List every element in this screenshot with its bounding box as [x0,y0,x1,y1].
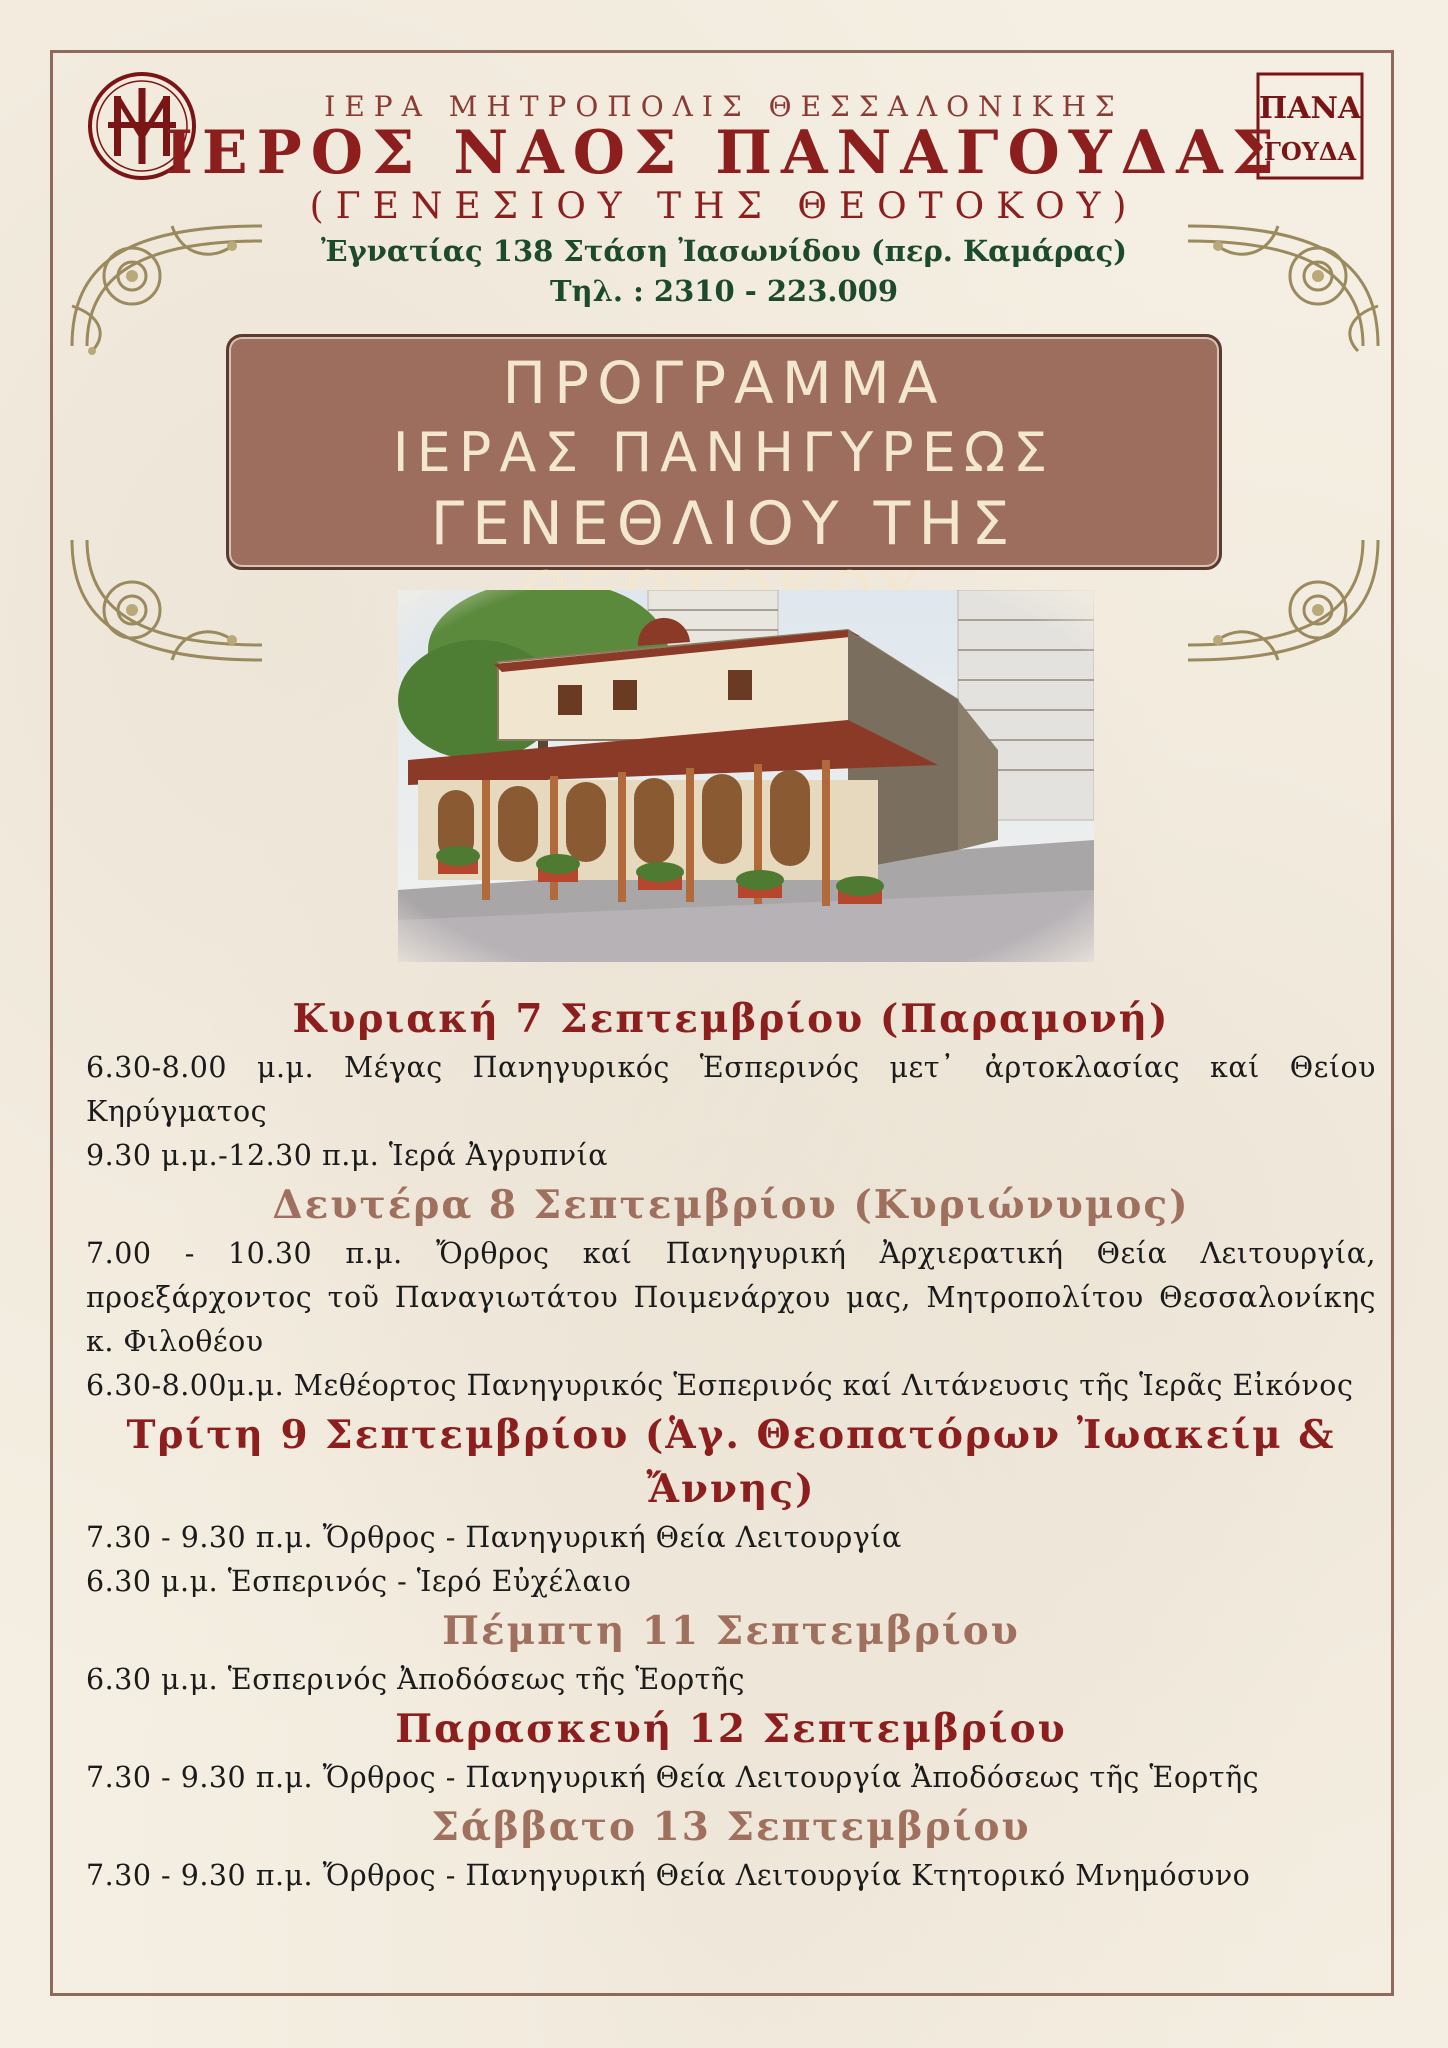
day-heading: Κυριακή 7 Σεπτεμβρίου (Παραμονή) [292,996,1170,1042]
event-line: 7.30 - 9.30 π.μ. Ὄρθρος - Πανηγυρική Θεία Λειτουργία Ἀποδόσεως τῆς Ἑορτῆς [86,1761,1260,1794]
event-line: 6.30-8.00 μ.μ. Μέγας Πανηγυρικός Ἑσπερινός μετ᾽ ἀρτοκλασίας καί Θείου Κηρύγματος [86,1051,1376,1128]
event-line: 7.30 - 9.30 π.μ. Ὄρθρος - Πανηγυρική Θεία Λειτουργία [86,1521,902,1554]
church-phone: Τηλ. : 2310 - 223.009 [549,274,899,308]
day-heading: Πέμπτη 11 Σεπτεμβρίου [442,1608,1020,1654]
logo-right-line2: ΓΟΥΔΑ [1263,137,1357,166]
event-line: 7.00 - 10.30 π.μ. Ὄρθρος καί Πανηγυρική Ἀρχιερατική Θεία Λειτουργία, προεξάρχοντος τοῦ Παναγιωτάτου Ποιμενάρχου μας, Μητροπολίτου Θεσσαλονίκης κ. Φιλοθέου [86,1237,1376,1358]
event-line: 9.30 μ.μ.-12.30 π.μ. Ἱερά Ἀγρυπνία [86,1139,608,1172]
title-line-3: ΓΕΝΕΘΛΙΟΥ ΤΗΣ [430,489,1018,559]
day-heading: Παρασκευή 12 Σεπτεμβρίου [395,1706,1067,1752]
day-heading: Τρίτη 9 Σεπτεμβρίου (Ἁγ. Θεοπατόρων Ἰωακείμ & Ἄννης) [126,1412,1336,1512]
event-line: 7.30 - 9.30 π.μ. Ὄρθρος - Πανηγυρική Θεία Λειτουργία Κτητορικό Μνημόσυνο [86,1859,1251,1892]
day-heading: Σάββατο 13 Σεπτεμβρίου [431,1804,1031,1850]
event-line: 6.30 μ.μ. Ἑσπερινός Ἀποδόσεως τῆς Ἑορτῆς [86,1663,745,1696]
program-title-box [226,334,1222,570]
day-heading: Δευτέρα 8 Σεπτεμβρίου (Κυριώνυμος) [272,1182,1190,1228]
church-address: Ἐγνατίας 138 Στάση Ἰασωνίδου (περ. Καμάρας) [320,234,1128,268]
event-line: 6.30-8.00μ.μ. Μεθέορτος Πανηγυρικός Ἑσπερινός καί Λιτάνευσις τῆς Ἱερᾶς Εἰκόνος [86,1369,1354,1402]
metropolis-name: ΙΕΡΑ ΜΗΤΡΟΠΟΛΙΣ ΘΕΣΣΑΛΟΝΙΚΗΣ [324,90,1124,123]
church-photo [398,590,1094,962]
logo-right-line1: ΠΑΝΑ [1258,91,1362,126]
event-line: 6.30 μ.μ. Ἑσπερινός - Ἱερό Εὐχέλαιο [86,1565,632,1598]
church-name: ΙΕΡΟΣ ΝΑΟΣ ΠΑΝΑΓΟΥΔΑΣ [164,118,1284,188]
title-line-2: ΙΕΡΑΣ ΠΑΝΗΓΥΡΕΩΣ [392,421,1056,484]
schedule [86,992,1376,1898]
church-dedication: (ΓΕΝΕΣΙΟΥ ΤΗΣ ΘΕΟΤΟΚΟΥ) [309,186,1139,227]
title-line-1: ΠΡΟΓΡΑΜΜΑ [502,349,946,417]
